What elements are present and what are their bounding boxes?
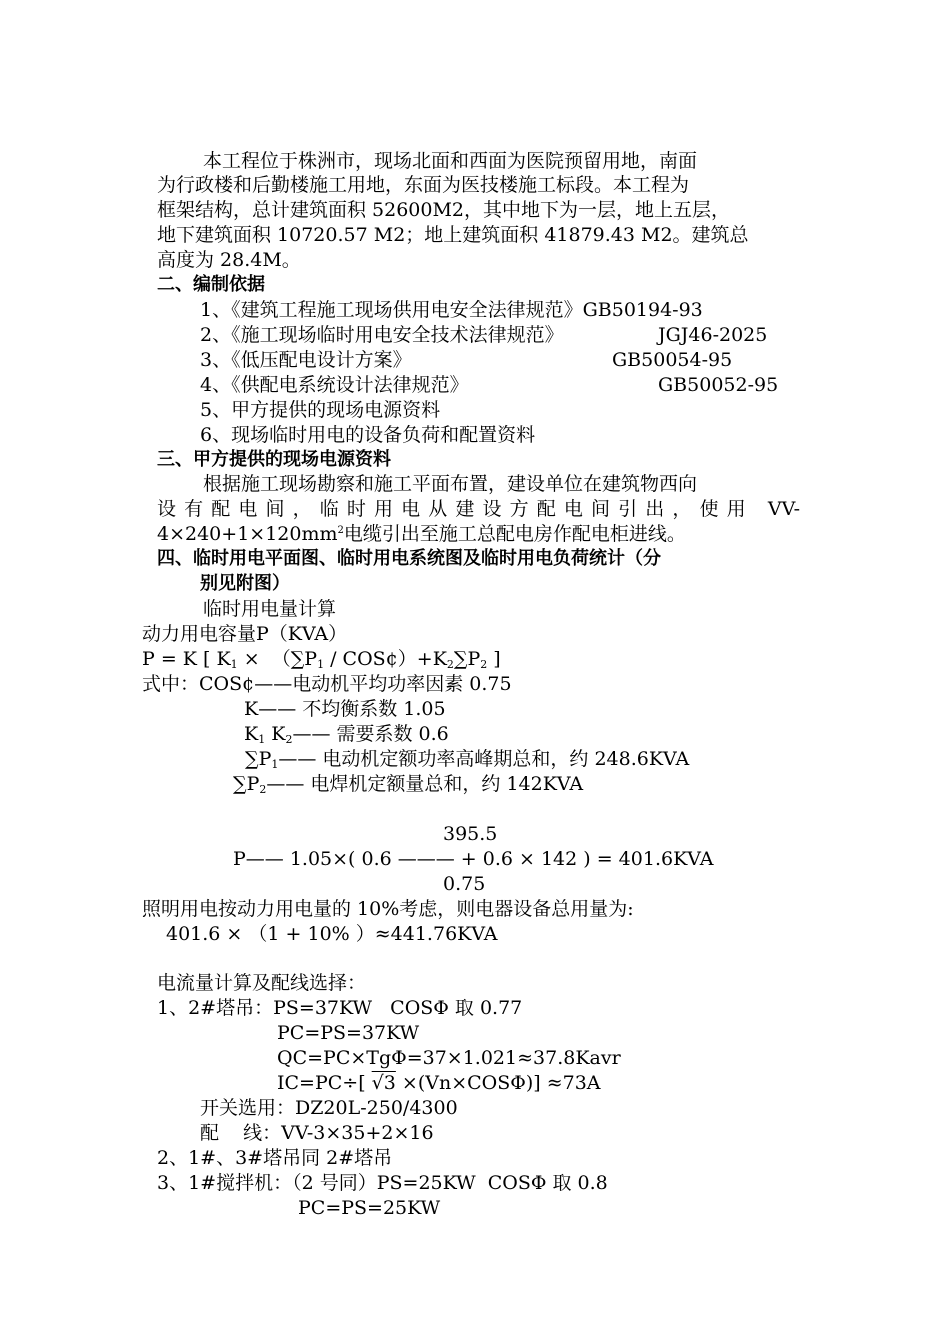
basis-item-3-code: GB50054-95 <box>612 349 733 371</box>
power-source-line-1: 根据施工现场勘察和施工平面布置，建设单位在建筑物西向 <box>203 473 698 495</box>
basis-item-text: 1、《建筑工程施工现场供用电安全法律规范》GB50194-93 <box>200 299 703 321</box>
basis-item-text: 6、现场临时用电的设备负荷和配置资料 <box>200 424 536 446</box>
formula-part: ）+K <box>397 648 447 670</box>
k1k2-def <box>244 722 449 746</box>
fraction-denominator: 0.75 <box>443 873 486 895</box>
section-heading-basis: 二、编制依据 <box>157 274 265 295</box>
basis-item-text: 2、《施工现场临时用电安全技术法律规范》 <box>200 324 564 346</box>
tower-crane-2-line: 1、2#塔吊：PS=37KW COSΦ 取 0.77 <box>157 997 523 1019</box>
intro-line-2: 为行政楼和后勤楼施工用地，东面为医技楼施工标段。本工程为 <box>157 174 690 196</box>
qc-line: QC=PC×TgΦ=37×1.021≈37.8Kavr <box>277 1047 621 1069</box>
phi-symbol: ¢ <box>385 648 398 670</box>
mixer-pc-line: PC=PS=25KW <box>298 1197 441 1219</box>
formula-part: IC=PC÷[ <box>277 1072 372 1094</box>
switch-line: 开关选用：DZ20L-250/4300 <box>200 1097 458 1119</box>
ic-line <box>277 1071 601 1095</box>
wiring-line: 配 线：VV-3×35+2×16 <box>200 1122 434 1144</box>
pc-line: PC=PS=37KW <box>277 1022 420 1044</box>
current-title: 电流量计算及配线选择： <box>157 972 367 994</box>
formula-part: × （∑P <box>237 648 318 670</box>
intro-line-4: 地下建筑面积 10720.57 M2；地上建筑面积 41879.43 M2。建筑总 <box>157 224 749 246</box>
section-heading-power-source: 三、甲方提供的现场电源资料 <box>157 449 391 470</box>
subscript: 1 <box>271 758 279 771</box>
basis-item-3 <box>200 348 412 372</box>
lighting-line: 照明用电按动力用电量的 10%考虑，则电器设备总用量为: <box>142 898 634 920</box>
basis-item-2-code: JGJ46-2025 <box>658 324 768 346</box>
tower-crane-1-3-line: 2、1#、3#塔吊同 2#塔吊 <box>157 1147 393 1169</box>
mixer-line: 3、1#搅拌机：（2 号同）PS=25KW COSΦ 取 0.8 <box>157 1172 608 1194</box>
basis-item-4-code: GB50052-95 <box>658 374 779 396</box>
formula-part: / COS <box>324 648 386 670</box>
basis-item-6 <box>200 423 535 447</box>
formula-part: K <box>265 723 286 745</box>
basis-item-text: 5、甲方提供的现场电源资料 <box>200 399 441 421</box>
superscript: 2 <box>337 525 344 536</box>
where-line: 式中：COS¢——电动机平均功率因素 0.75 <box>142 673 512 695</box>
p-equation: P—— 1.05×( 0.6 ——— + 0.6 × 142 ) = 401.6KVA <box>233 848 714 870</box>
basis-item-text: 4、《供配电系统设计法律规范》 <box>200 374 469 396</box>
basis-item-1 <box>200 298 703 322</box>
subscript: 1 <box>258 733 266 746</box>
formula-part: ×(Vn×COSΦ)] ≈73A <box>395 1072 601 1094</box>
k-def: K—— 不均衡系数 1.05 <box>244 698 446 720</box>
capacity-formula <box>142 647 501 671</box>
sp2-def <box>233 772 583 796</box>
formula-part: ] <box>487 648 501 670</box>
power-source-line-3 <box>157 522 686 546</box>
formula-part: K <box>244 723 259 745</box>
subscript: 1 <box>317 658 325 671</box>
cable-text: 电缆引出至施工总配电房作配电柜进线。 <box>343 523 686 545</box>
fraction-numerator: 395.5 <box>443 823 498 845</box>
intro-line-1: 本工程位于株洲市，现场北面和西面为医院预留用地，南面 <box>203 150 698 172</box>
capacity-label: 动力用电容量P（KVA） <box>142 623 348 645</box>
subscript: 2 <box>285 733 293 746</box>
subscript: 2 <box>259 783 267 796</box>
subscript: 2 <box>446 658 454 671</box>
basis-item-text: 3、《低压配电设计方案》 <box>200 349 412 371</box>
power-source-line-2: 设有配电间，临时用电从建设方配电间引出，使用 VV- <box>157 498 800 520</box>
cable-spec: 4×240+1×120mm <box>157 523 338 545</box>
formula-part: ∑P <box>453 648 481 670</box>
formula-part: —— 需要系数 0.6 <box>292 723 449 745</box>
intro-line-3: 框架结构，总计建筑面积 52600M2，其中地下为一层，地上五层， <box>157 199 731 221</box>
basis-item-4 <box>200 373 469 397</box>
formula-part: P = K [ K <box>142 648 231 670</box>
subscript: 1 <box>230 658 238 671</box>
formula-part: —— 电动机定额功率高峰期总和，约 248.6KVA <box>278 748 690 770</box>
sp1-def <box>245 747 689 771</box>
calc-title: 临时用电量计算 <box>203 598 337 620</box>
sqrt-symbol: √3 <box>371 1072 396 1094</box>
subscript: 2 <box>480 658 488 671</box>
formula-part: ∑P <box>233 773 260 795</box>
formula-part: ∑P <box>245 748 272 770</box>
section-heading-plans-cont: 别见附图） <box>200 573 290 594</box>
formula-part: —— 电焊机定额量总和，约 142KVA <box>266 773 584 795</box>
total-line: 401.6 × （1 + 10% ）≈441.76KVA <box>166 923 498 945</box>
intro-line-5: 高度为 28.4M。 <box>157 249 301 271</box>
basis-item-2 <box>200 323 564 347</box>
section-heading-plans: 四、临时用电平面图、临时用电系统图及临时用电负荷统计（分 <box>157 548 661 569</box>
basis-item-5 <box>200 398 440 422</box>
